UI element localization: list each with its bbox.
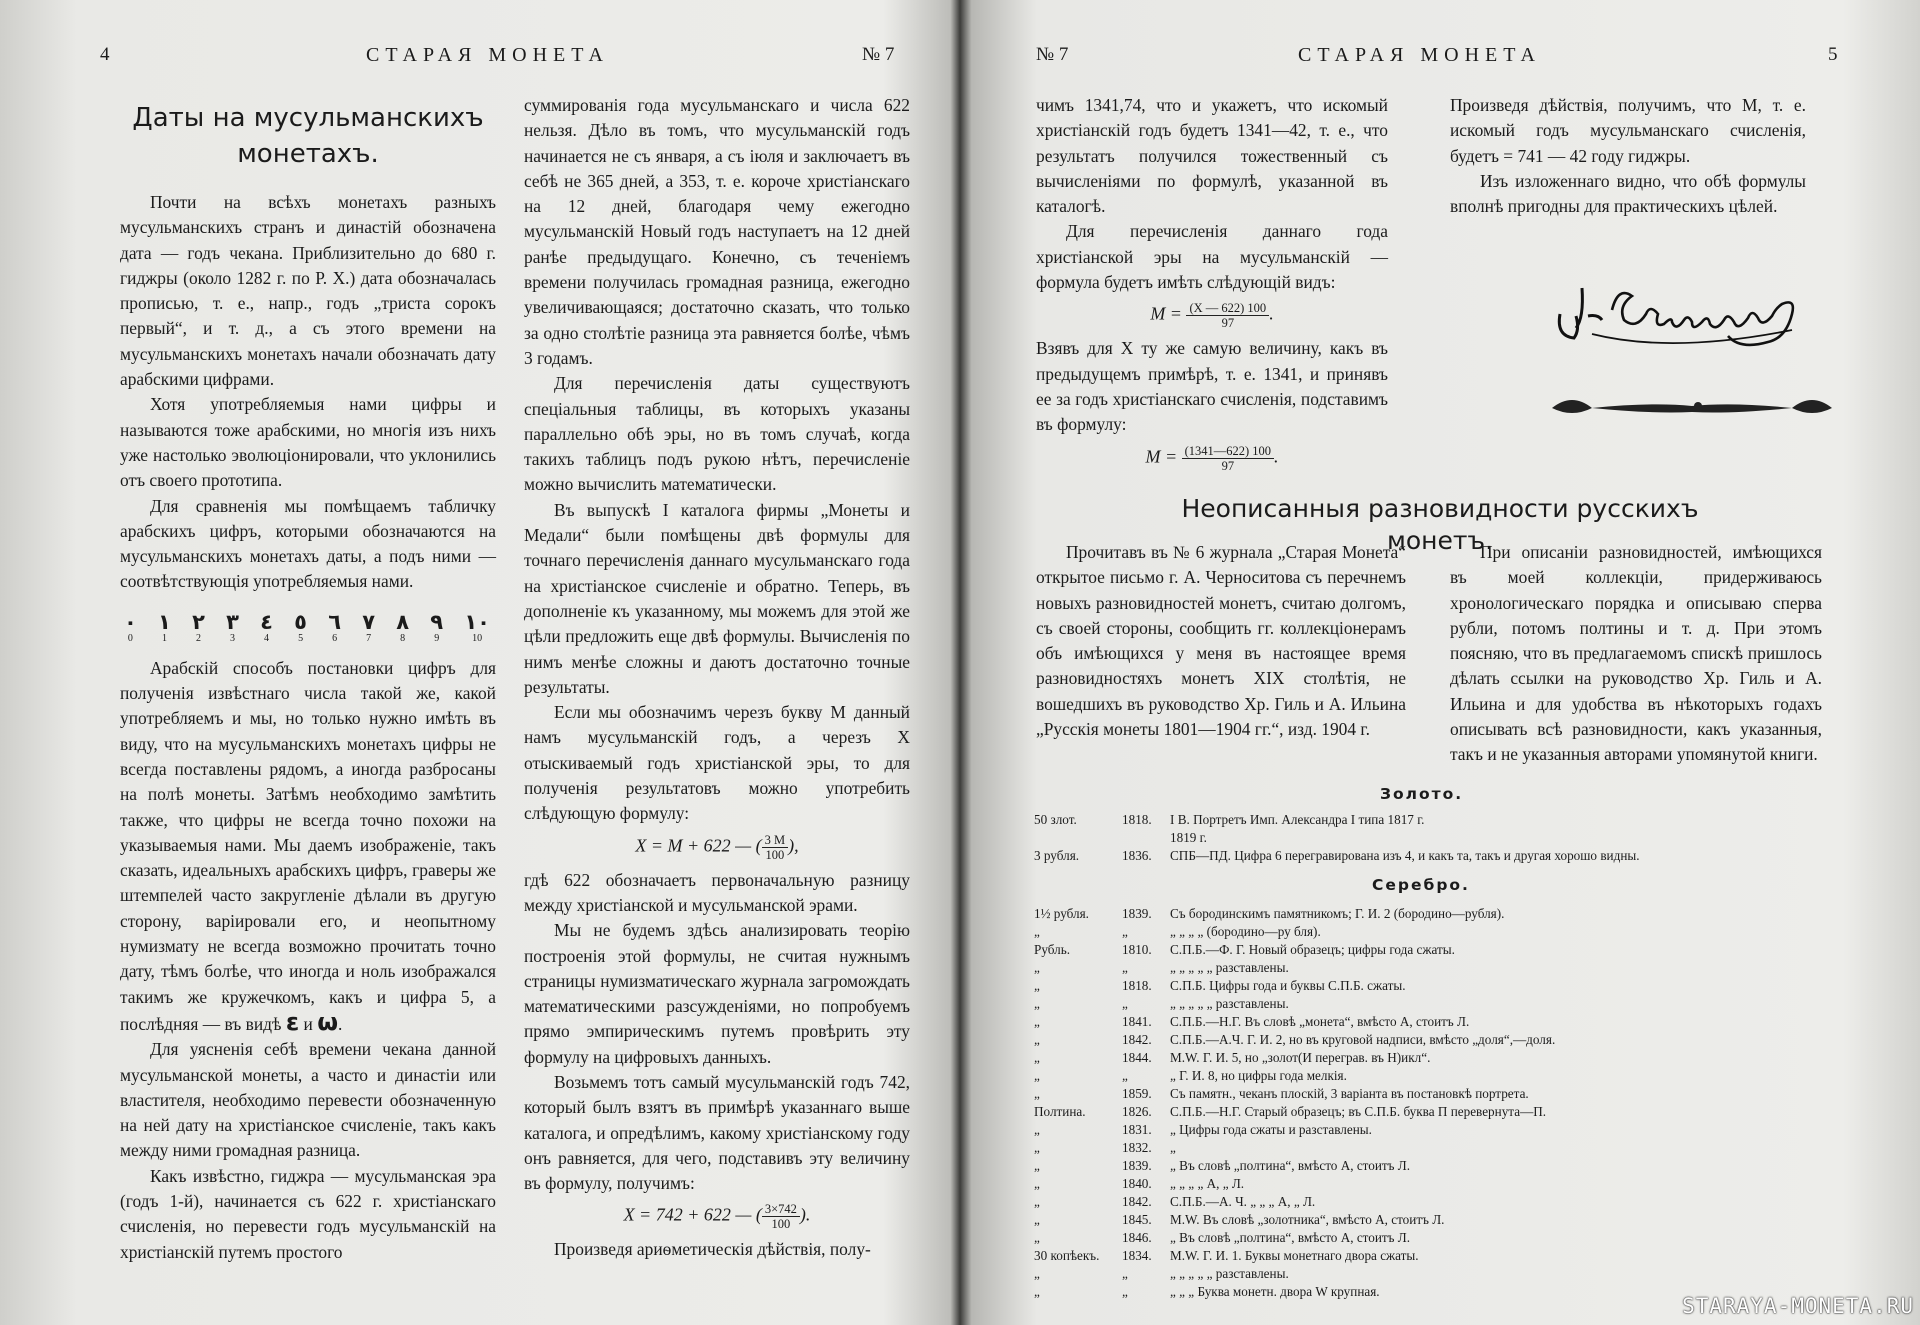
coin-year: 1840.: [1122, 1176, 1152, 1191]
paragraph: [120, 656, 496, 1037]
list-item: [1034, 1014, 1874, 1032]
numerator: 3 M: [762, 833, 789, 848]
digit-pair: [328, 611, 341, 644]
author-signature: [1552, 270, 1842, 390]
coin-denomination: „: [1034, 1158, 1040, 1173]
list-item: [1034, 1140, 1874, 1158]
list-item: [1034, 848, 1874, 866]
formula-lhs: M =: [1150, 304, 1182, 324]
digit-pair: [294, 611, 307, 644]
coin-denomination: „: [1034, 1140, 1040, 1155]
coin-description: „ „ „ „ „ разставлены.: [1170, 960, 1289, 975]
section-title-silver: Серебро.: [1372, 876, 1470, 894]
list-item: [1034, 1068, 1874, 1086]
list-item: [1034, 830, 1874, 848]
list-item: [1034, 1248, 1874, 1266]
coin-description: С.П.Б. Цифры года и буквы С.П.Б. сжаты.: [1170, 978, 1406, 993]
list-item: [1034, 960, 1874, 978]
arabic-digit: ٤: [260, 609, 273, 634]
fraction: [1186, 301, 1269, 330]
digit-pair: [124, 611, 137, 644]
coin-year: „: [1122, 1284, 1128, 1299]
paragraph: суммированiя года мусульманскаго и числа 622 нельзя. Дѣло въ томъ, что мусульманскiй годъ начинается не съ января, а съ iюля и заключаетъ въ себѣ не 365 дней, а 353, т. е. короче христiанскаго на 12 дней, благодаря чему ежегодно мусульманскiй Новый годъ наступаетъ на 12 дней ранѣе предыдущаго. Конечно, съ теченiемъ времени получилась громадная разница, ежегодно увеличивающаяся; достаточно сказать, что только за одно столѣтiе разница эта равняется болѣе, чѣмъ 3 годамъ.: [524, 95, 910, 368]
numerator: (X — 622) 100: [1186, 301, 1269, 316]
paragraph: Для перечисленiя даты существуютъ спецiальныя таблицы, въ которыхъ указаны параллельно обѣ эры, но въ томъ случаѣ, когда такихъ таблицъ подъ рукою нѣтъ, перечисленiе можно вычислить математически.: [524, 373, 910, 495]
coin-year: 1836.: [1122, 848, 1152, 863]
coin-denomination: Рубль.: [1034, 942, 1071, 957]
page-number-right: 5: [1828, 44, 1838, 65]
coin-denomination: „: [1034, 1194, 1040, 1209]
issue-number-right: № 7: [1036, 44, 1069, 65]
arabic-glyph-five: ε: [285, 1007, 300, 1036]
paragraph: Произведя ариѳметическiя дѣйствiя, полу-: [554, 1239, 871, 1260]
list-item: [1034, 978, 1874, 996]
coin-year: 1826.: [1122, 1104, 1152, 1119]
european-digit: 9: [434, 632, 440, 644]
coin-description: С.П.Б.—А. Ч. „ „ „ А, „ Л.: [1170, 1194, 1316, 1209]
fraction: [1182, 444, 1274, 473]
paragraph: При описанiи разновидностей, имѣющихся въ моей коллекцiи, придерживаюсь хронологическаго порядка и описываю сперва рубли, потомъ полтины и т. д. При этомъ поясняю, что въ предлагаемомъ спискѣ пришлось дѣлать ссылки на руководство Хр. Гиль и А. Ильина и для удобства въ нѣкоторыхъ годахъ описывать всѣ разновидности, какъ указанныя, такъ и не указанныя авторами упомянутой книги.: [1450, 542, 1822, 765]
coin-year: 1832.: [1122, 1140, 1152, 1155]
paragraph: Для перечисленiя даннаго года христiанской эры на мусульманскiй — формула будетъ имѣть слѣдующiй видъ:: [1036, 221, 1388, 293]
denominator: 97: [1221, 316, 1235, 331]
paragraph: Произведя дѣйствiя, получимъ, что М, т. е. искомый годъ мусульманскаго счисленiя, будетъ = 741 — 42 году гиджры.: [1450, 95, 1806, 166]
coin-year: 1844.: [1122, 1050, 1152, 1065]
coin-year: „: [1122, 960, 1128, 975]
coin-denomination: „: [1034, 1086, 1040, 1101]
list-item: [1034, 1032, 1874, 1050]
arabic-digit: ٠: [124, 609, 137, 634]
coin-year: 1839.: [1122, 1158, 1152, 1173]
formula-1: X = M + 622 — ( $\frac{3 M}{100}$ ),: [635, 832, 799, 862]
section-title-gold: Золото.: [1380, 785, 1464, 803]
fraction: [762, 1202, 800, 1231]
coin-description: СПБ—ПД. Цифра 6 перегравирована изъ 4, и какъ та, такъ и другая хорошо видны.: [1170, 848, 1640, 863]
formula-tail: .: [805, 1205, 811, 1226]
arabic-digit: ٨: [396, 609, 410, 634]
coin-description: Съ бородинскимъ памятникомъ; Г. И. 2 (бородино—рубля).: [1170, 906, 1505, 921]
list-item: [1034, 1158, 1874, 1176]
right-column-1: [1036, 93, 1388, 479]
list-item: [1034, 1086, 1874, 1104]
list-item: [1034, 1122, 1874, 1140]
silver-list: [1034, 906, 1874, 1302]
arabic-digit: ٥: [294, 609, 307, 634]
european-digit: 4: [264, 632, 270, 644]
coin-description: „ Въ словѣ „полтина“, вмѣсто А, стоитъ Л.: [1170, 1230, 1411, 1245]
paragraph: Если мы обозначимъ черезъ букву М данный намъ мусульманскiй годъ, а черезъ Х отыскиваемый годъ христiанской эры, то для полученiя результатовъ можно употребить слѣдующую формулу:: [524, 702, 910, 824]
arabic-digit: ١: [158, 609, 171, 634]
denominator: 100: [771, 1217, 791, 1232]
european-digit: 1: [161, 632, 167, 644]
coin-description: С.П.Б.—А.Ч. Г. И. 2, но въ круговой надписи, вмѣсто „доля“,—доля.: [1170, 1032, 1556, 1047]
list-item: [1034, 1212, 1874, 1230]
coin-year: 1842.: [1122, 1194, 1152, 1209]
list-item: [1034, 1266, 1874, 1284]
list-item: [1034, 942, 1874, 960]
coin-description: „ Цифры года сжаты и разставлены.: [1170, 1122, 1372, 1137]
coin-year: „: [1122, 996, 1128, 1011]
coin-denomination: „: [1034, 960, 1040, 975]
fraction: [762, 833, 789, 862]
list-item: [1034, 906, 1874, 924]
paragraph: Для уясненiя себѣ времени чекана данной мусульманской монеты, а часто и династiи или властителя, необходимо перевести обозначенную на ней дату на христiанское счисленiе, такъ какъ между ними громадная разница.: [120, 1039, 496, 1161]
paragraph: Прочитавъ въ № 6 журнала „Старая Монета“ открытое письмо г. А. Черноситова съ перечнемъ новыхъ разновидностей монетъ, считаю долгомъ, съ своей стороны, сообщить гг. коллекцiонерамъ объ имѣющихся у меня въ настоящее время разновидностяхъ монетъ XIX столѣтiя, не вошедшихъ въ руководство Хр. Гиль и А. Ильина „Русскiя монеты 1801—1904 гг.“, изд. 1904 г.: [1036, 542, 1406, 740]
formula-tail: .: [1274, 446, 1279, 467]
coin-year: 1834.: [1122, 1248, 1152, 1263]
period: .: [338, 1013, 343, 1034]
numerator: (1341—622) 100: [1182, 444, 1274, 459]
coin-year: „: [1122, 1068, 1128, 1083]
ornament-divider: [1548, 390, 1848, 420]
coin-description: „ „ „ „ А, „ Л.: [1170, 1176, 1245, 1191]
coin-description: С.П.Б.—Н.Г. Въ словѣ „монета“, вмѣсто А, стоитъ Л.: [1170, 1014, 1470, 1029]
arabic-digit: ٩: [430, 609, 444, 634]
paragraph: Какъ извѣстно, гиджра — мусульманская эра (годъ 1-й), начинается съ 622 г. христiанскаго счисленiя, но перевести годъ мусульманскiй на христiанскiй путемъ простого: [120, 1165, 496, 1262]
arabic-digit: ٣: [226, 609, 239, 634]
digit-pair: [260, 611, 273, 644]
digit-pair: [226, 611, 239, 644]
paragraph: Для сравненiя мы помѣщаемъ табличку арабскихъ цифръ, которыми обозначаются на мусульманскихъ монетахъ даты, а подъ ними — соотвѣтствующiя употребляемыя нами.: [120, 495, 496, 592]
list-item: [1034, 996, 1874, 1014]
coin-denomination: „: [1034, 978, 1040, 993]
coin-denomination: 3 рубля.: [1034, 848, 1080, 863]
coin-year: 1818.: [1122, 812, 1152, 827]
numerator: 3×742: [762, 1202, 800, 1217]
coin-description: „: [1170, 1140, 1176, 1155]
coin-description: С.П.Б.—Ф. Г. Новый образецъ; цифры года сжаты.: [1170, 942, 1455, 957]
paragraph-text: Арабскiй способъ постановки цифръ для полученiя извѣстнаго числа такой же, какой употребляемъ и мы, но только нужно имѣть въ виду, что на мусульманскихъ монетахъ цифры не всегда поставлены рядомъ, а иногда разбросаны на полѣ монеты. Затѣмъ необходимо замѣтить также, что цифры не всегда точно похожи на указываемыя нами. Мы даемъ изображенiе, такъ сказать, идеальныхъ арабскихъ цифръ, граверы же штемпелей часто закругленiе дѣлали въ другую сторону, варiировали его, и неопытному нумизмату не всегда возможно прочитать точно дату, тѣмъ болѣе, что иногда и ноль изображался такимъ же кружечкомъ, какъ и цифра 5, а послѣдняя — въ видѣ: [120, 657, 496, 1034]
european-digit: 2: [195, 632, 201, 644]
running-title-right: СТАРАЯ МОНЕТА: [1298, 44, 1541, 66]
coin-description: „ Въ словѣ „полтина“, вмѣсто А, стоитъ Л.: [1170, 1158, 1411, 1173]
coin-denomination: „: [1034, 1176, 1040, 1191]
gold-list: [1034, 812, 1874, 872]
list-item: [1034, 924, 1874, 942]
formula-lhs: X = 742 + 622 —: [623, 1205, 752, 1226]
coin-year: 1846.: [1122, 1230, 1152, 1245]
right-column-2: [1450, 93, 1806, 219]
formula-4: [1036, 444, 1388, 473]
paragraph: чимъ 1341,74, что и укажетъ, что искомый христiанскiй годъ будетъ 1341—42, т. е., что результатъ получился тожественный съ вычисленiями по формулѣ, указанной въ каталогѣ.: [1036, 95, 1388, 217]
list-item: [1034, 1104, 1874, 1122]
formula-3: [1036, 301, 1388, 330]
paragraph: Почти на всѣхъ монетахъ разныхъ мусульманскихъ странъ и династiй обозначена дата — годъ чекана. Приблизительно до 680 г. гиджры (около 1282 г. по Р. Х.) дата обозначалась прописью, т. е., напр., годъ „триста сорокъ первый“, и т. д., а съ этого времени на мусульманскихъ монетахъ начали обозначать дату арабскими цифрами.: [120, 192, 496, 390]
paragraph: Изъ изложеннаго видно, что обѣ формулы вполнѣ пригодны для практическихъ цѣлей.: [1450, 170, 1806, 217]
coin-description: „ „ „ „ „ разставлены.: [1170, 1266, 1289, 1281]
formula-tail: ,: [794, 835, 799, 856]
coin-description: „ „ „ Буква монетн. двора W крупная.: [1170, 1284, 1380, 1299]
right-lower-column-2: [1450, 540, 1822, 768]
european-digit: 5: [298, 632, 304, 644]
formula-lhs: M =: [1145, 446, 1178, 467]
list-item: [1034, 1194, 1874, 1212]
coin-year: 1842.: [1122, 1032, 1152, 1047]
digit-pair: [158, 611, 171, 644]
coin-year: „: [1122, 1266, 1128, 1281]
coin-description: I В. Портретъ Имп. Александра I типа 1817 г.: [1170, 812, 1425, 827]
coin-denomination: „: [1034, 996, 1040, 1011]
european-digit: 7: [366, 632, 372, 644]
digit-pair: [362, 611, 375, 644]
watermark: STARAYA-MONETA.RU: [1682, 1294, 1914, 1318]
coin-year: 1859.: [1122, 1086, 1152, 1101]
denominator: 100: [765, 847, 785, 862]
coin-description: Съ памятн., чеканъ плоскiй, 3 варiанта въ постановкѣ портрета.: [1170, 1086, 1529, 1101]
left-column-1: [120, 100, 496, 1265]
coin-denomination: „: [1034, 1212, 1040, 1227]
coin-denomination: „: [1034, 1032, 1040, 1047]
coin-denomination: „: [1034, 1014, 1040, 1029]
issue-number-left: № 7: [862, 44, 895, 65]
arabic-digit: ٢: [192, 609, 205, 634]
paragraph: Взявъ для Х ту же самую величину, какъ въ предыдущемъ примѣрѣ, т. е. 1341, и принявъ ее за годъ христiанскаго счисленiя, подставимъ въ формулу:: [1036, 338, 1388, 435]
list-item: [1034, 1230, 1874, 1248]
paragraph: Мы не будемъ здѣсь анализировать теорiю построенiя этой формулы, не считая нужнымъ страницы нумизматическаго журнала загромождать математическими разсужденiями, но попробуемъ прямо эмпирическимъ путемъ провѣрить эту формулу на цифровыхъ данныхъ.: [524, 920, 910, 1067]
digit-pair: [396, 611, 409, 644]
coin-year: 1845.: [1122, 1212, 1152, 1227]
digit-pair: [192, 611, 205, 644]
coin-denomination: 50 злот.: [1034, 812, 1077, 827]
european-digit: 8: [400, 632, 406, 644]
list-item: [1034, 1050, 1874, 1068]
arabic-digit: ٧: [362, 609, 376, 634]
european-digit: 3: [230, 632, 235, 644]
paragraph: Возьмемъ тотъ самый мусульманскiй годъ 742, который былъ взятъ въ примѣрѣ указаннаго выше каталога, и опредѣлимъ, какому христiанскому году онъ равняется, для чего, подставивъ эту величину въ формулу, получимъ:: [524, 1071, 910, 1194]
list-item: [1034, 812, 1874, 830]
list-item: [1034, 1176, 1874, 1194]
glyph-conjunction: и: [299, 1013, 318, 1034]
coin-description: 1819 г.: [1170, 830, 1207, 845]
running-title-left: СТАРАЯ МОНЕТА: [366, 44, 609, 66]
formula-lhs: X = M + 622 —: [635, 835, 752, 856]
arabic-digit: ٦: [328, 609, 342, 634]
article-title: Даты на мусульманскихъ монетахъ.: [132, 103, 484, 169]
coin-year: 1841.: [1122, 1014, 1152, 1029]
right-lower-column-1: [1036, 540, 1406, 742]
arabic-glyph-alt: ω: [317, 1007, 339, 1036]
european-digit: 0: [127, 632, 133, 644]
coin-description: „ Г. И. 8, но цифры года мелкiя.: [1170, 1068, 1347, 1083]
digit-pair: [464, 611, 490, 644]
formula-tail: .: [1269, 304, 1274, 324]
coin-denomination: „: [1034, 1266, 1040, 1281]
coin-denomination: „: [1034, 1122, 1040, 1137]
article-title-2: Неописанныя разновидности русскихъ монетъ.: [1181, 494, 1699, 555]
coin-denomination: 30 копѣекъ.: [1034, 1248, 1100, 1263]
coin-year: 1831.: [1122, 1122, 1152, 1137]
coin-description: „ „ „ „ (бородино—ру бля).: [1170, 924, 1321, 939]
coin-year: 1818.: [1122, 978, 1152, 993]
page-number-left: 4: [100, 44, 110, 65]
digit-pair: [430, 611, 443, 644]
coin-denomination: „: [1034, 1050, 1040, 1065]
coin-denomination: 1½ рубля.: [1034, 906, 1089, 921]
coin-year: 1810.: [1122, 942, 1152, 957]
european-digit: 6: [332, 632, 338, 644]
coin-denomination: „: [1034, 1230, 1040, 1245]
paragraph: гдѣ 622 обозначаетъ первоначальную разницу между христiанской и мусульманской эрами.: [524, 869, 910, 915]
coin-denomination: „: [1034, 924, 1040, 939]
coin-description: „ „ „ „ „ разставлены.: [1170, 996, 1289, 1011]
coin-description: M.W. Г. И. 5, но „золот(И перегрaв. въ Н)икл“.: [1170, 1050, 1431, 1065]
denominator: 97: [1221, 458, 1235, 473]
arabic-digit: ١٠: [464, 609, 490, 634]
digit-table: [120, 611, 496, 644]
formula-2: X = 742 + 622 — ( $\frac{3\times 742}{100}$ ).: [623, 1202, 811, 1232]
paragraph: Въ выпускѣ I каталога фирмы „Монеты и Медали“ были помѣщены двѣ формулы для точнаго перечисленiя даннаго мусульманскаго года на христiанское счисленiе и обратно. Теперь, въ дополненiе къ указанному, мы можемъ для этой же цѣли предложить еще двѣ формулы. Вычисленiя по нимъ менѣе сложны и даютъ достаточно точные результаты.: [524, 499, 910, 697]
coin-denomination: Полтина.: [1034, 1104, 1086, 1119]
coin-description: С.П.Б.—Н.Г. Старый образецъ; въ С.П.Б. буква П перевернута—П.: [1170, 1104, 1547, 1119]
coin-denomination: „: [1034, 1068, 1040, 1083]
coin-description: M.W. Въ словѣ „золотника“, вмѣсто А, стоитъ Л.: [1170, 1212, 1445, 1227]
european-digit: 10: [472, 632, 483, 644]
coin-description: M.W. Г. И. 1. Буквы монетнаго двора сжаты.: [1170, 1248, 1419, 1263]
coin-denomination: „: [1034, 1284, 1040, 1299]
coin-year: 1839.: [1122, 906, 1152, 921]
coin-year: „: [1122, 924, 1128, 939]
left-column-2: [524, 93, 910, 1263]
paragraph: Хотя употребляемыя нами цифры и называются тоже арабскими, но многiя изъ нихъ уже настолько эволюцiонировали, что уклонились отъ своего прототипа.: [120, 394, 496, 491]
